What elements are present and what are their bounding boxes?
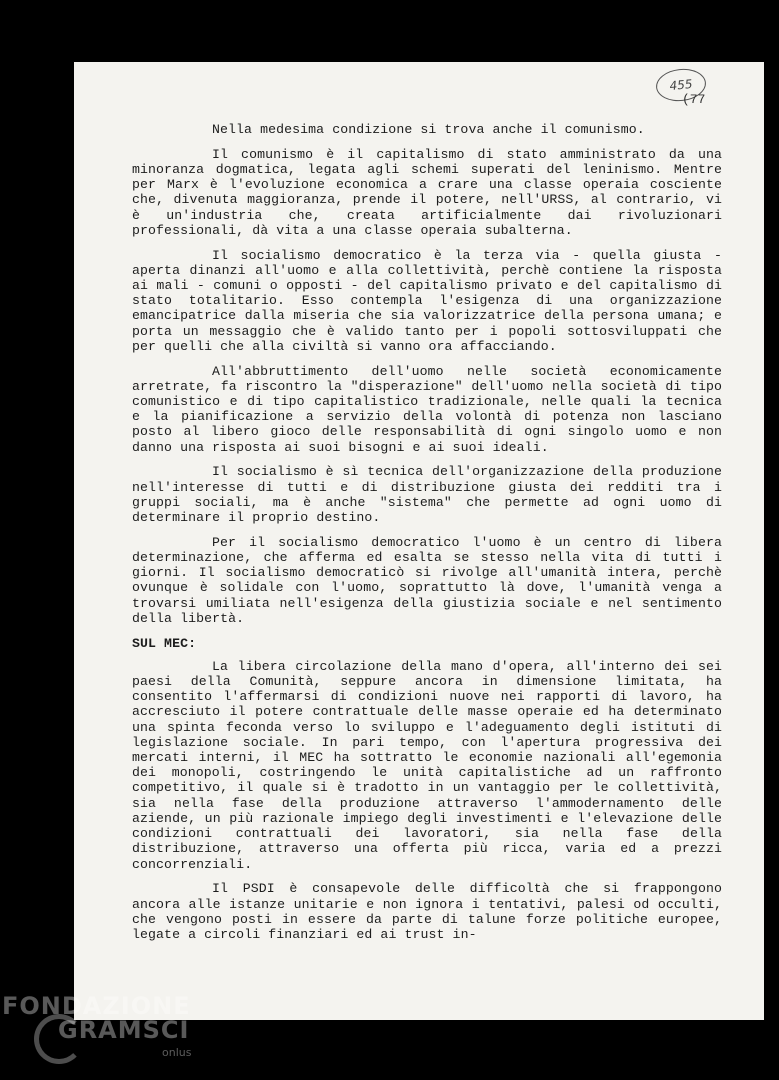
- paragraph: All'abbruttimento dell'uomo nelle società economicamente arretrate, fa riscontro la "disperazione" dell'uomo nella società di tipo comunistico e di tipo capitalistico tradizionale, nelle quali la tecnica e la pianificazione a servizio della volontà di potenza non lasciano posto al libero gioco delle responsabilità di ogni singolo uomo e non danno una risposta ai suoi bisogni e ai suoi ideali.: [132, 363, 722, 455]
- section-heading: SUL MEC:: [132, 635, 197, 651]
- paragraph: Nella medesima condizione si trova anche il comunismo.: [212, 122, 645, 137]
- watermark-line3: onlus: [162, 1046, 192, 1059]
- paragraph: Per il socialismo democratico l'uomo è un centro di libera determinazione, che afferma ed esalta se stesso nella vita di tutti i giorni. Il socialismo democraticò si rivolge all'umanità intera, perchè ovunque è solidale con l'uomo, soprattutto là dove, l'umanità venga a trovarsi umiliata nell'esigenza della giustizia sociale e nel sentimento della libertà.: [132, 534, 722, 626]
- document-page: [74, 62, 764, 1020]
- paragraph: Il comunismo è il capitalismo di stato amministrato da una minoranza dogmatica, legata agli schemi superati del leninismo. Mentre per Marx è l'evoluzione economica a crare una classe operaia cosciente che, divenuta maggioranza, prende il potere, nell'URSS, al contrario, vi è un'industria che, creata artificialmente dai rivoluzionari professionali, dà vita a una classe operaia subalterna.: [132, 146, 722, 238]
- fondazione-gramsci-watermark: [0, 990, 200, 1070]
- paragraph: Il PSDI è consapevole delle difficoltà che si frappongono ancora alle istanze unitarie e non ignora i tentativi, palesi od occulti, che vengono posti in essere da parte di talune forze politiche europee, legate a circoli finanziari ed ai trust in-: [132, 881, 722, 942]
- watermark-line2: GRAMSCI: [58, 1016, 190, 1044]
- paragraph: Il socialismo è sì tecnica dell'organizzazione della produzione nell'interesse di tutti e di distribuzione giusta dei redditi tra i gruppi sociali, ma è anche "sistema" che permette ad ogni uomo di determinare il proprio destino.: [132, 464, 722, 526]
- page-number: (77: [682, 92, 706, 107]
- paragraph: La libera circolazione della mano d'opera, all'interno dei sei paesi della Comunità, seppure ancora in dimensione limitata, ha consentito l'affermarsi di condizioni nuove nei rapporti di lavoro, ha accresciuto il potere contrattuale delle masse operaie ed ha determinato una spinta feconda verso lo sviluppo e l'adeguamento degli istituti di legislazione sociale. In pari tempo, con l'apertura progressiva dei mercati interni, il MEC ha sottratto le economie nazionali all'egemonia dei monopoli, costringendo le unità capitalistiche ad un raffronto competitivo, il quale si è tradotto in un vantaggio per le collettività, sia nella fase della produzione attraverso l'ammodernamento delle aziende, un più razionale impiego degli investimenti e l'elevazione delle condizioni contrattuali dei lavoratori, sia nella fase della distribuzione, attraverso una offerta più ricca, varia ed a prezzi concorrenziali.: [132, 658, 722, 872]
- paragraph: Il socialismo democratico è la terza via - quella giusta - aperta dinanzi all'uomo e alla collettività, perchè contiene la risposta ai mali - comuni o opposti - del capitalismo privato e del capitalismo di stato totalitario. Esso contempla l'esigenza di una organizzazione emancipatrice dalla miseria che sia valorizzatrice della persona umana; e porta un messaggio che è valido tanto per i popoli sottosviluppati che per quelli che alla civiltà si vanno ora affacciando.: [132, 247, 722, 354]
- document-body: [132, 122, 722, 952]
- archive-stamp: 455: [654, 66, 707, 103]
- watermark-line1: FONDAZIONE: [2, 992, 191, 1020]
